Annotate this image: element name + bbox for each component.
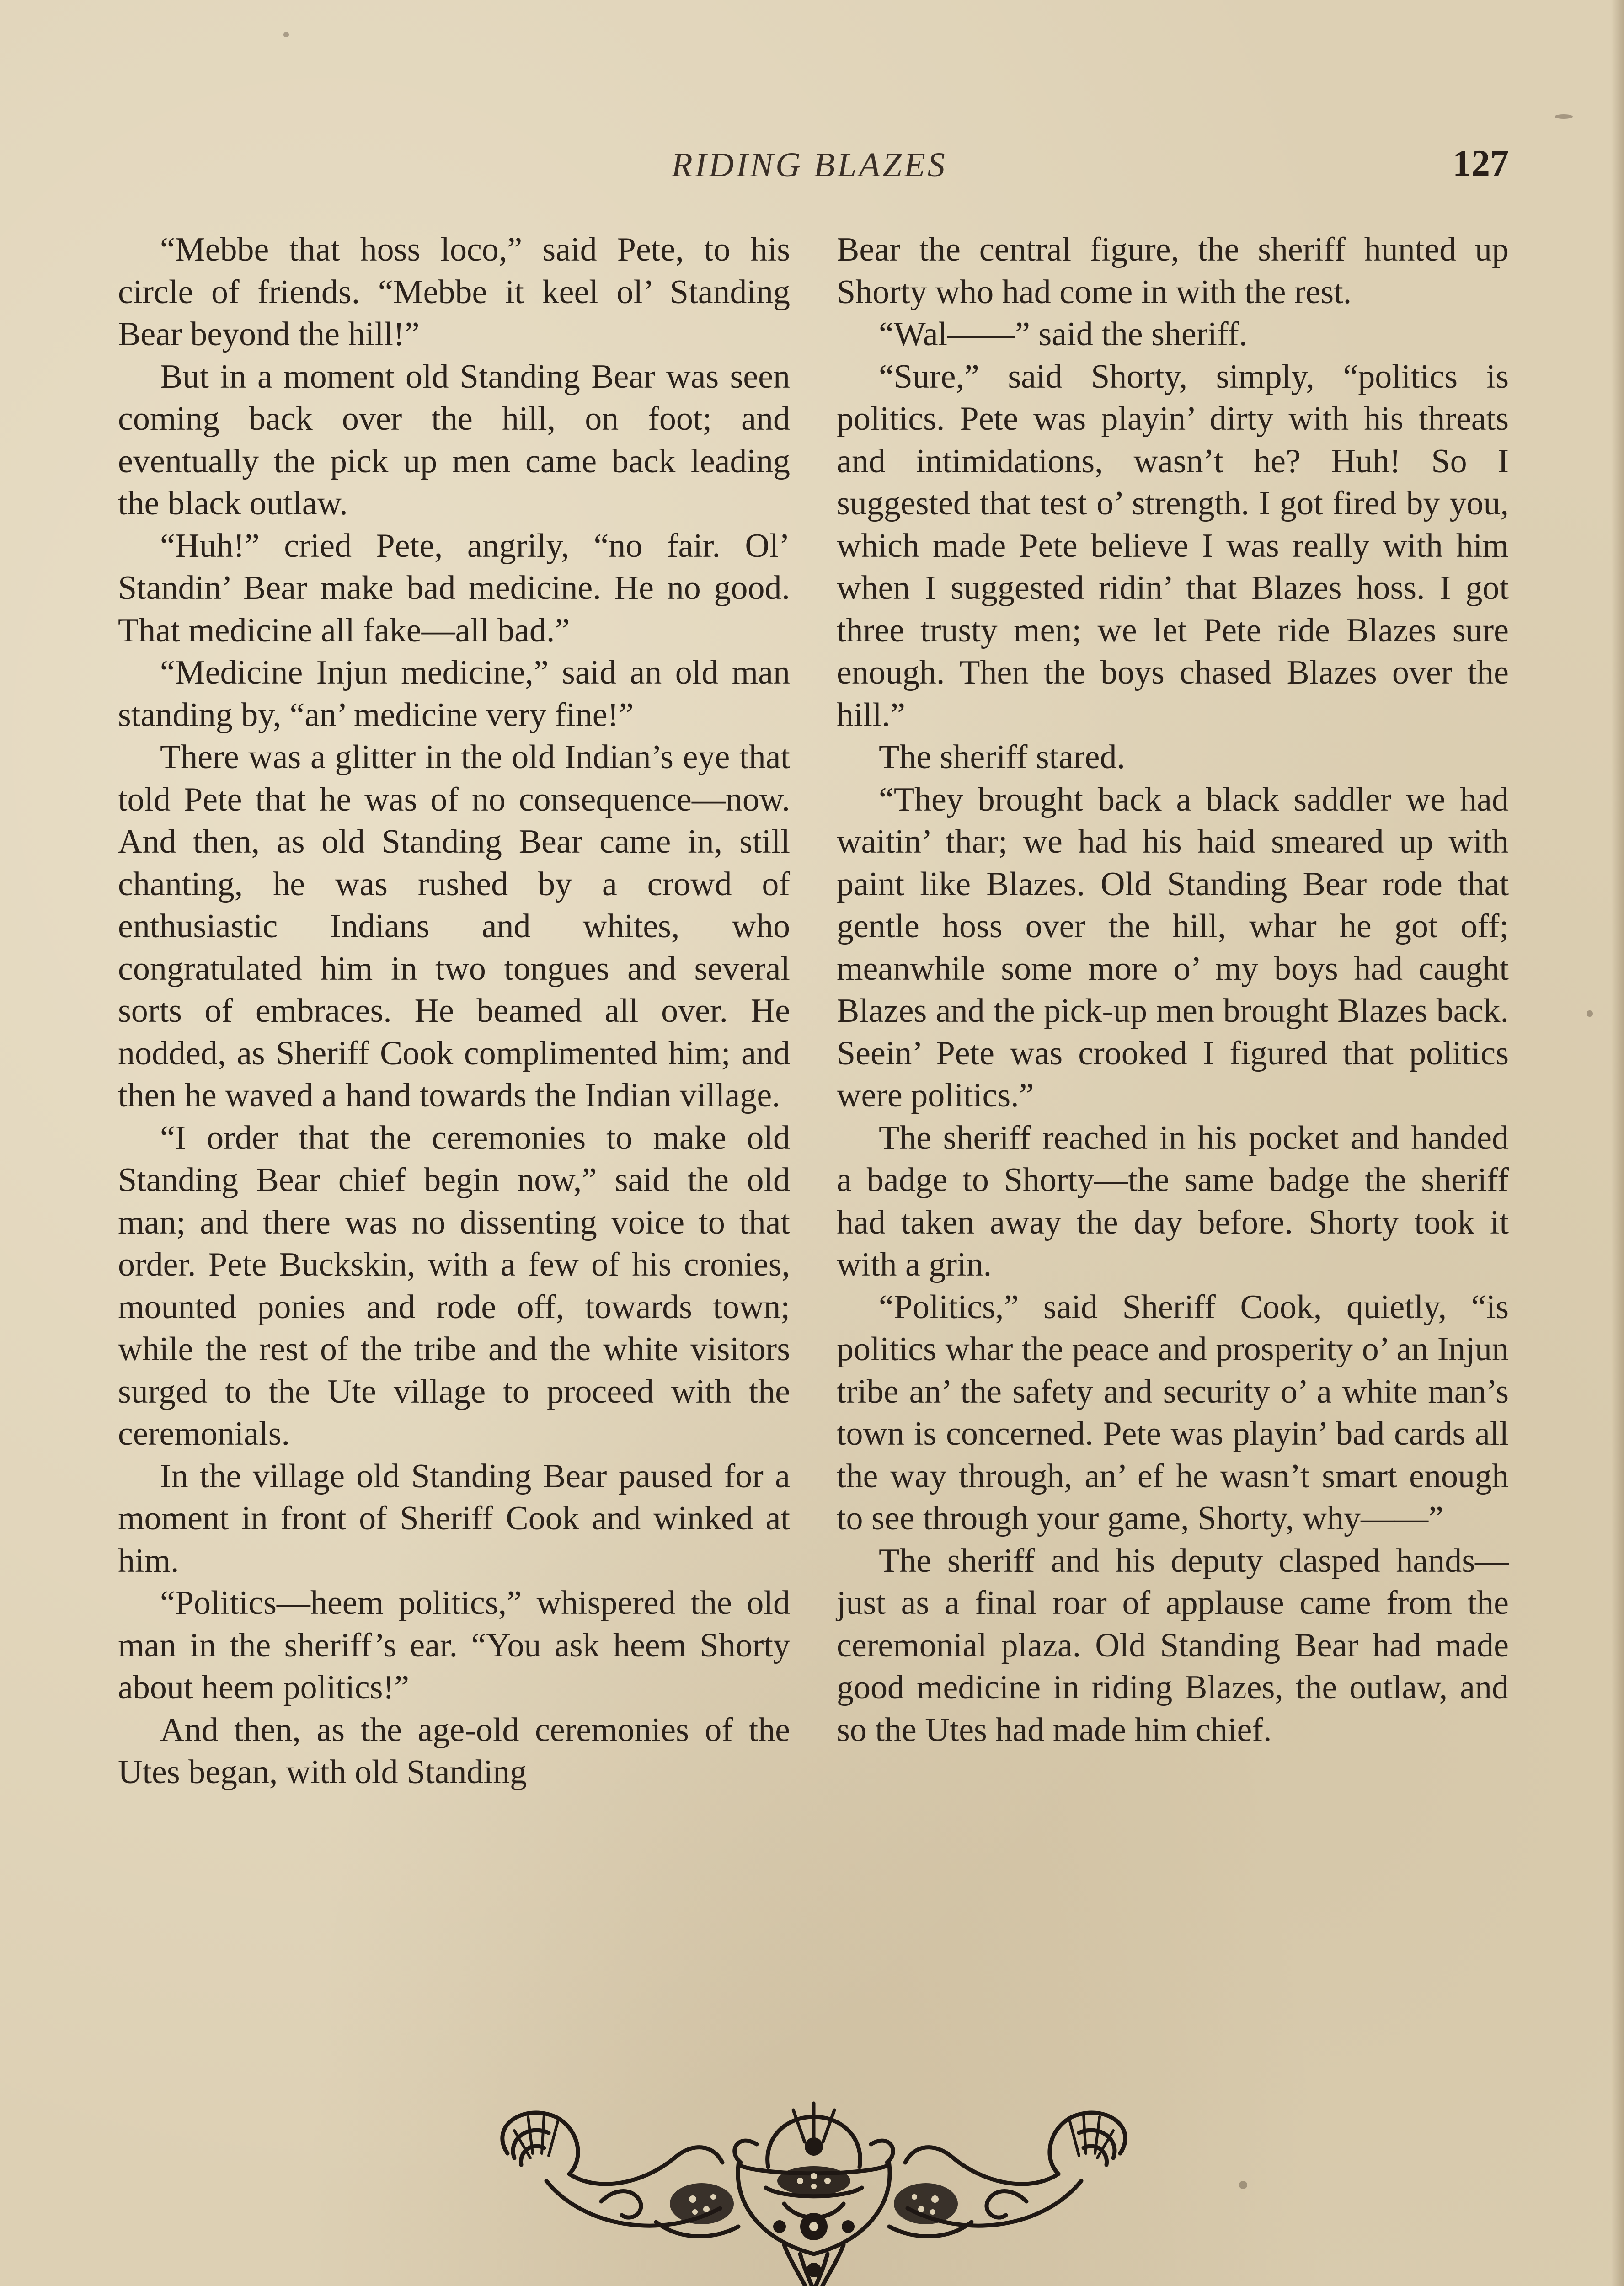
paragraph: “I order that the ceremonies to make old Standing Bear chief begin now,” said the old man; and there was no dissenting voice to that order. Pete Buckskin, with a few of his cronies, mounted ponies and rode off, towards town; while the rest of the tribe and the white visitors surged to the Ute village to proceed with the ceremonials. [118,1119,790,1453]
paragraph: The sheriff and his deputy clasped hands—just as a final roar of applause came from the ceremonial plaza. Old Standing Bear had made good medicine in riding Blazes, the outlaw, and so the Utes had made him chief. [837,1542,1509,1749]
paragraph: There was a glitter in the old Indian’s eye that told Pete that he was of no consequence—now. And then, as old Standing Bear came in, still chanting, he was rushed by a crowd of enthusiastic Indians and whites, who congratulated him in two tongues and several sorts of embraces. He beamed all over. He nodded, as Sheriff Cook complimented him; and then he waved a hand towards the Indian village. [118,738,790,1114]
paragraph: “Politics,” said Sheriff Cook, quietly, “is politics whar the peace and prosperity o’ an Injun tribe an’ the safety and security o’ a white man’s town is concerned. Pete was playin’ bad cards all the way through, an’ ef he wasn’t smart enough to see through your game, Shorty, why——” [837,1288,1509,1537]
paper-speck [1239,2181,1247,2189]
paragraph: But in a moment old Standing Bear was seen coming back over the hill, on foot; and eventually the pick up men came back leading the black outlaw. [118,358,790,522]
paragraph: “They brought back a black saddler we had waitin’ thar; we had his haid smeared up with paint like Blazes. Old Standing Bear rode that gentle hoss over the hill, whar he got off; meanwhile some more o’ my boys had caught Blazes and the pick-up men brought Blazes back. Seein’ Pete was crooked I figured that politics were politics.” [837,780,1509,1114]
paragraph: “Medicine Injun medicine,” said an old man standing by, “an’ medicine very fine!” [118,654,790,734]
paragraph: “Wal——” said the sheriff. [879,315,1248,353]
paper-speck [1555,114,1573,119]
paragraph: “Mebbe that hoss loco,” said Pete, to his circle of friends. “Mebbe it keel ol’ Standing Bear beyond the hill!” [118,231,790,353]
paper-speck [283,32,289,37]
page-number: 127 [1453,142,1509,184]
left-text-column [118,229,790,2021]
paragraph: And then, as the age-old ceremonies of the Utes began, with old Standing [118,1711,790,1791]
running-head-title: RIDING BLAZES [671,146,947,184]
paper-speck [1587,1010,1593,1017]
right-text-column [837,229,1509,2021]
paragraph-continued: Bear the central figure, the sheriff hunted up Shorty who had come in with the rest. [837,231,1509,311]
page-edge-shadow [1611,0,1624,2286]
paragraph: “Politics—heem politics,” whispered the old man in the sheriff’s ear. “You ask heem Shorty about heem politics!” [118,1584,790,1706]
paragraph: The sheriff reached in his pocket and handed a badge to Shorty—the same badge the sheriff had taken away the day before. Shorty took it with a grin. [837,1119,1509,1283]
paragraph: In the village old Standing Bear paused for a moment in front of Sheriff Cook and winked at him. [118,1457,790,1580]
paragraph: The sheriff stared. [879,738,1126,776]
floral-tailpiece-ornament-icon [464,2089,1164,2286]
paragraph: “Huh!” cried Pete, angrily, “no fair. Ol’ Standin’ Bear make bad medicine. He no good. That medicine all fake—all bad.” [118,527,790,649]
paragraph: “Sure,” said Shorty, simply, “politics is politics. Pete was playin’ dirty with his threats and intimidations, wasn’t he? Huh! So I suggested that test o’ strength. I got fired by you, which made Pete believe I was really with him when I suggested ridin’ that Blazes hoss. I got three trusty men; we let Pete ride Blazes sure enough. Then the boys chased Blazes over the hill.” [837,358,1509,734]
